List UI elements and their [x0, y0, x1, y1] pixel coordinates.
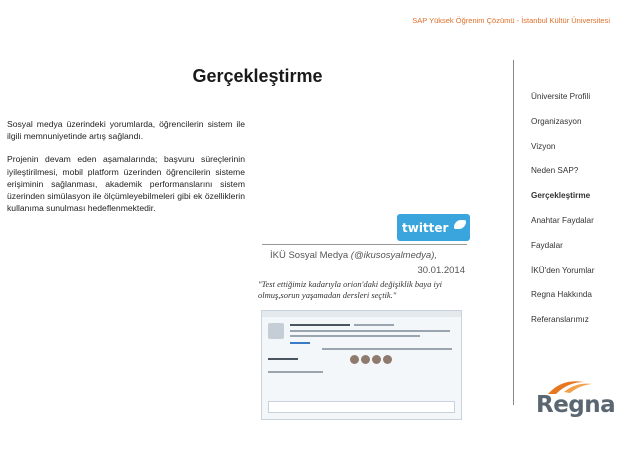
twitter-account	[270, 250, 465, 261]
tweet-screenshot-topbar	[262, 311, 461, 317]
tweet-author-line	[290, 324, 350, 326]
nav-item-vizyon[interactable]: Vizyon	[531, 141, 556, 151]
nav-item-anahtar-faydalar[interactable]: Anahtar Faydalar	[531, 215, 594, 225]
avatar	[372, 355, 381, 364]
nav-item-neden-sap[interactable]: Neden SAP?	[531, 166, 579, 176]
twitter-bird-icon	[454, 220, 466, 229]
avatar	[383, 355, 392, 364]
nav-item-regna-hakkinda[interactable]: Regna Hakkında	[531, 290, 592, 300]
tweet-stats-line	[268, 358, 298, 360]
side-nav	[531, 92, 635, 340]
tweet-screenshot	[261, 310, 462, 420]
header-text: SAP Yüksek Öğrenim Çözümü - İstanbul Kültür Üniversitesi	[412, 16, 610, 25]
twitter-logo-text: twitter	[402, 221, 449, 235]
avatar	[361, 355, 370, 364]
nav-item-gerceklestirme[interactable]: Gerçekleştirme	[531, 191, 591, 201]
page-title: Gerçekleştirme	[192, 66, 323, 86]
body-text	[7, 118, 245, 225]
nav-item-iku-yorumlar[interactable]: İKÜ'den Yorumlar	[531, 265, 595, 275]
tweet-text-line	[290, 335, 420, 337]
vertical-divider	[513, 60, 514, 405]
body-paragraph-1: Sosyal medya üzerindeki yorumlarda, öğrencilerin sistem ile ilgili memnuniyetinde artış sağlandı.	[7, 119, 245, 142]
nav-item-referanslarimiz[interactable]: Referanslarımız	[531, 315, 589, 325]
divider	[262, 244, 467, 245]
body-paragraph-2: Projenin devam eden aşamalarında; başvuru süreçlerinin iyileştirilmesi, mobil platform üzerinden öğrencilerin sisteme erişiminin sağlanması, akademik performanslarını sistem üzerinden simülasyon ile ölçümleyebilmeleri gibi ek özelliklerin kullanıma sunulması hedeflenmektedir.	[7, 154, 245, 214]
tweet-reply-box	[268, 401, 455, 413]
regna-logo-text: Regna	[536, 392, 616, 418]
tweet-text-line	[290, 330, 450, 332]
avatar	[350, 355, 359, 364]
nav-item-universite-profili[interactable]: Üniversite Profili	[531, 92, 591, 101]
twitter-logo	[397, 214, 470, 241]
avatar	[268, 323, 284, 339]
tweet-handle-line	[354, 324, 394, 326]
tweet-link-line	[290, 342, 310, 344]
twitter-date: 30.01.2014	[417, 265, 465, 276]
regna-logo	[528, 378, 628, 418]
twitter-account-handle: (@ikusosyalmedya),	[350, 250, 437, 261]
tweet-actions-line	[322, 348, 452, 350]
tweet-time-line	[268, 371, 323, 373]
nav-item-faydalar[interactable]: Faydalar	[531, 240, 563, 250]
twitter-account-name: İKÜ Sosyal Medya	[270, 250, 349, 261]
twitter-quote: "Test ettiğimiz kadarıyla orion'daki değişiklik baya iyi olmuş,sorun yaşamadan dersleri seçtik."	[258, 279, 443, 300]
nav-item-organizasyon[interactable]: Organizasyon	[531, 116, 582, 126]
